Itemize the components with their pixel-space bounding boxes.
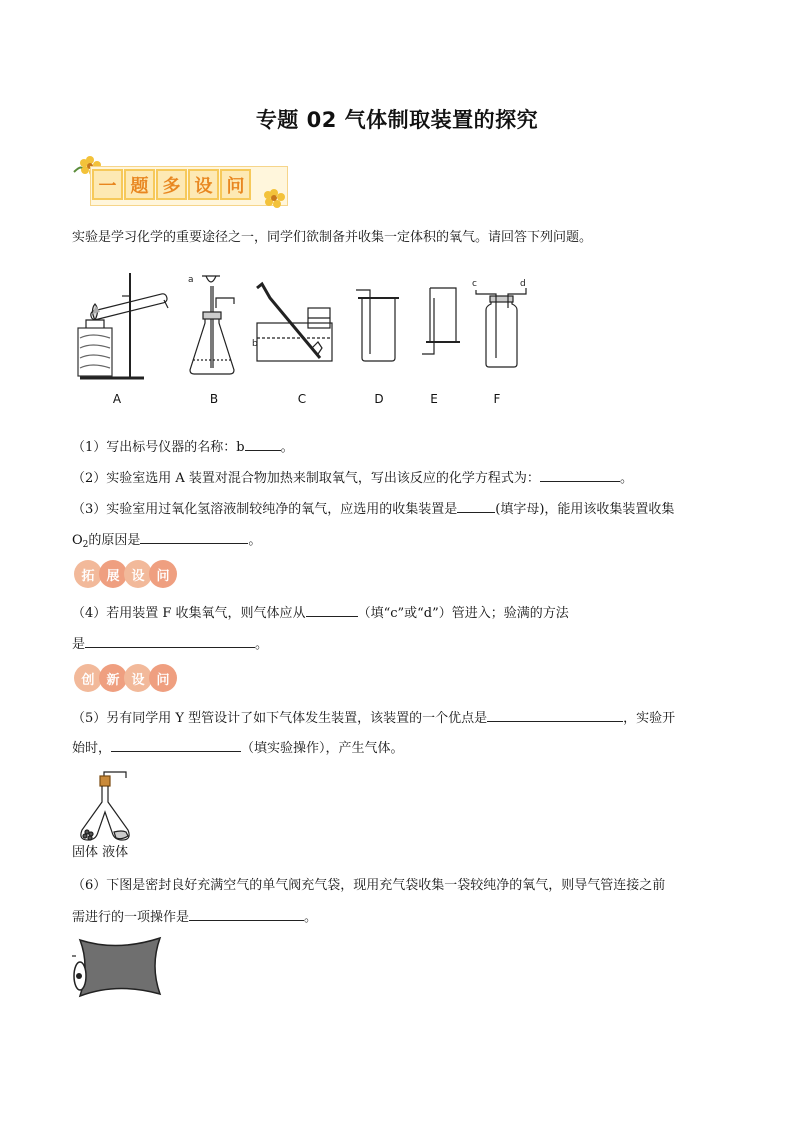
- air-bag-diagram: [72, 936, 172, 998]
- badge-char: 展: [99, 560, 127, 588]
- apparatus-label: F: [493, 392, 501, 406]
- apparatus-label: B: [209, 392, 219, 406]
- answer-blank[interactable]: [111, 738, 241, 752]
- answer-blank[interactable]: [540, 468, 620, 482]
- apparatus-c: [252, 284, 332, 361]
- question-5: （5）另有同学用 Y 型管设计了如下气体发生装置，该装置的一个优点是 ，实验开: [72, 708, 675, 728]
- badge-char: 题: [124, 169, 155, 200]
- question-2: （2）实验室选用 A 装置对混合物加热来制取氧气，写出该反应的化学方程式为： 。: [72, 468, 633, 488]
- apparatus-d: [356, 290, 399, 361]
- badge-char: 问: [220, 169, 251, 200]
- question-3-line2: $O_2$的原因是 。: [72, 530, 261, 554]
- apparatus-a: [78, 273, 168, 378]
- page-title: 专题 02 气体制取装置的探究: [255, 108, 539, 132]
- badge-char: 设: [124, 664, 152, 692]
- answer-blank[interactable]: [140, 530, 248, 544]
- answer-blank[interactable]: [245, 437, 281, 451]
- intro-text: 实验是学习化学的重要途径之一，同学们欲制备并收集一定体积的氧气。请回答下列问题。: [72, 230, 593, 245]
- answer-blank[interactable]: [85, 634, 255, 648]
- apparatus-b: [188, 275, 234, 374]
- badge-char: 新: [99, 664, 127, 692]
- apparatus-diagram: [72, 268, 542, 388]
- badge-char: 问: [149, 560, 177, 588]
- label-b: b: [252, 339, 258, 349]
- question-3: （3）实验室用过氧化氢溶液制较纯净的氧气，应选用的收集装置是 (填字母)，能用该收集装置收集: [72, 499, 674, 519]
- badge-char: 问: [149, 664, 177, 692]
- apparatus-label: D: [374, 392, 384, 406]
- badge-char: 设: [124, 560, 152, 588]
- answer-blank[interactable]: [189, 907, 304, 921]
- question-6: （6）下图是密封良好充满空气的单气阀充气袋，现用充气袋收集一袋较纯净的氧气，则导气管连接之前: [72, 878, 666, 893]
- badge-char: 多: [156, 169, 187, 200]
- apparatus-label: C: [297, 392, 307, 406]
- badge-char: 拓: [74, 560, 102, 588]
- badge-main: [72, 160, 292, 210]
- badge-char: 一: [92, 169, 123, 200]
- question-1: （1）写出标号仪器的名称：b 。: [72, 437, 294, 457]
- answer-blank[interactable]: [457, 499, 495, 513]
- flower-icon: [260, 188, 290, 210]
- y-tube-labels: 固体 液体: [72, 845, 129, 860]
- label-c: c: [472, 279, 477, 289]
- question-5-line2: 始时， （填实验操作），产生气体。: [72, 738, 404, 758]
- apparatus-label: E: [430, 392, 438, 406]
- apparatus-e: [422, 288, 460, 354]
- question-6-line2: 需进行的一项操作是 。: [72, 907, 317, 927]
- y-tube-diagram: [74, 768, 144, 844]
- label-a: a: [188, 275, 194, 285]
- apparatus-f: [472, 279, 526, 367]
- apparatus-label: A: [112, 392, 122, 406]
- answer-blank[interactable]: [487, 708, 623, 722]
- question-4: （4）若用装置 F 收集氧气，则气体应从 （填“c”或“d”）管进入；验满的方法: [72, 603, 569, 623]
- question-4-line2: 是 。: [72, 634, 268, 654]
- answer-blank[interactable]: [306, 603, 358, 617]
- badge-innovation: [74, 664, 173, 692]
- badge-char: 创: [74, 664, 102, 692]
- badge-extension: [74, 560, 173, 588]
- badge-char: 设: [188, 169, 219, 200]
- label-d: d: [520, 279, 526, 289]
